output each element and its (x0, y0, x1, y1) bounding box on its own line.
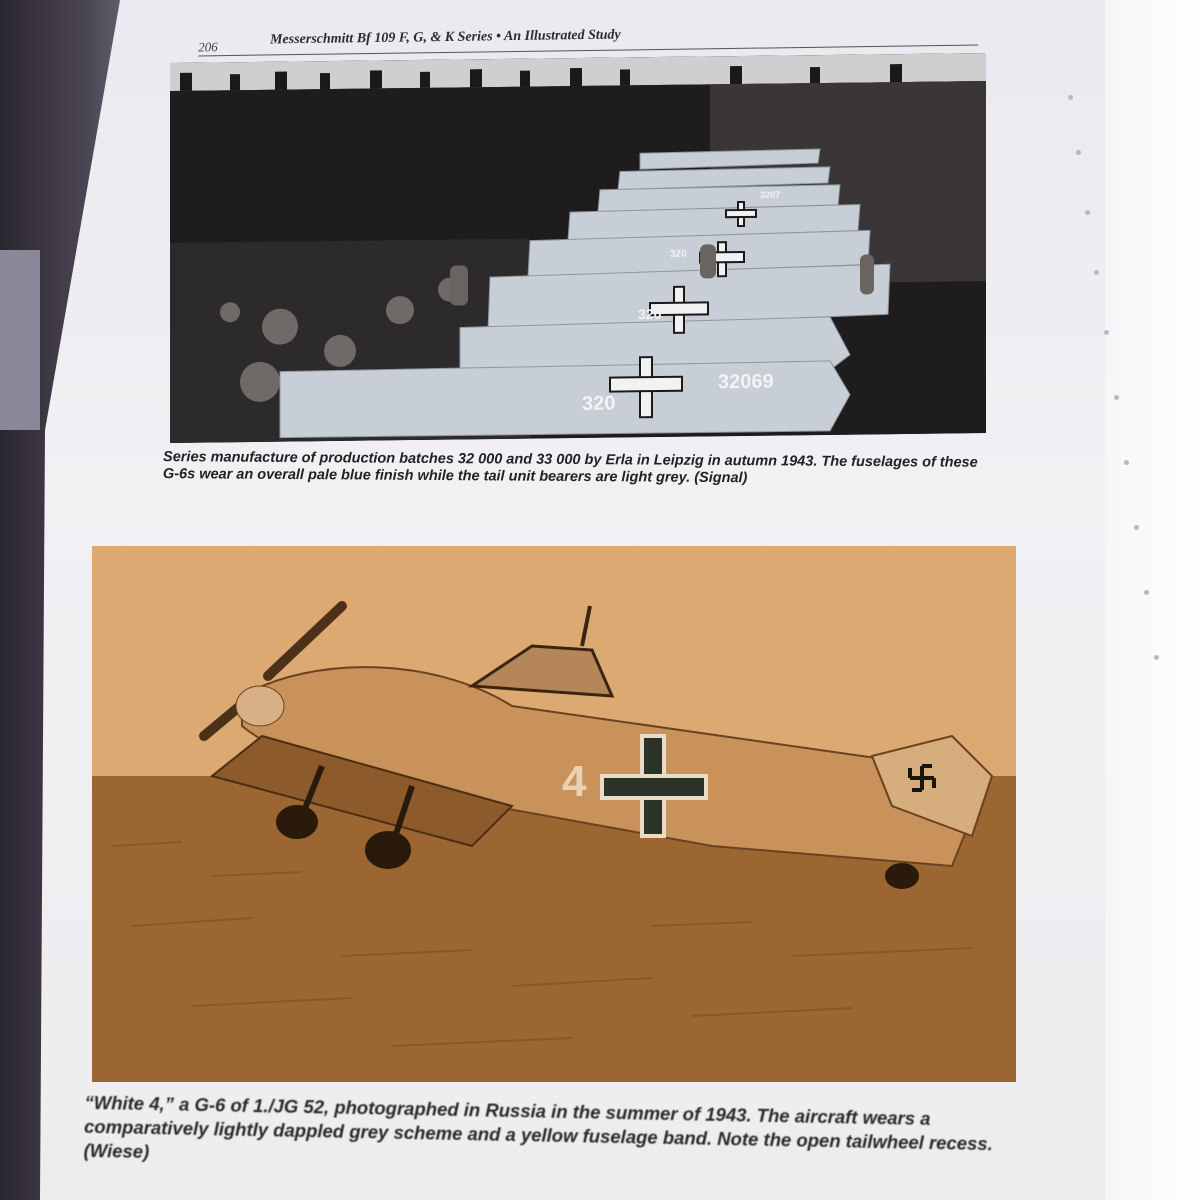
fuselage-number: 320 (582, 392, 616, 415)
fuselage-number: 4 (562, 757, 587, 806)
running-title: Messerschmitt Bf 109 F, G, & K Series • An Illustrated Study (269, 27, 621, 48)
fuselage-number: 320 (670, 248, 687, 260)
caption-aircraft: “White 4,” a G-6 of 1./JG 52, photographed in Russia in the summer of 1943. The aircraft wears a comparatively lightly dappled grey scheme and a yellow fuselage band. Note the open tailwheel recess. (Wiese) (83, 1091, 993, 1163)
fuselage-number: 32069 (718, 370, 774, 394)
factory-photo (170, 53, 986, 443)
page-number: 206 (198, 39, 218, 55)
aircraft-photo (92, 546, 1016, 1082)
fuselage-number: 320 (638, 305, 662, 323)
caption-factory: Series manufacture of production batches 32 000 and 33 000 by Erla in Leipzig in autumn 1943. The fuselages of these G-6s wear an overall pale blue finish while the tail unit bearers are light grey. (Signal) (162, 449, 978, 487)
background-object (0, 250, 40, 430)
page-edge (1105, 0, 1200, 1200)
fuselage-number: 3207 (760, 189, 781, 200)
